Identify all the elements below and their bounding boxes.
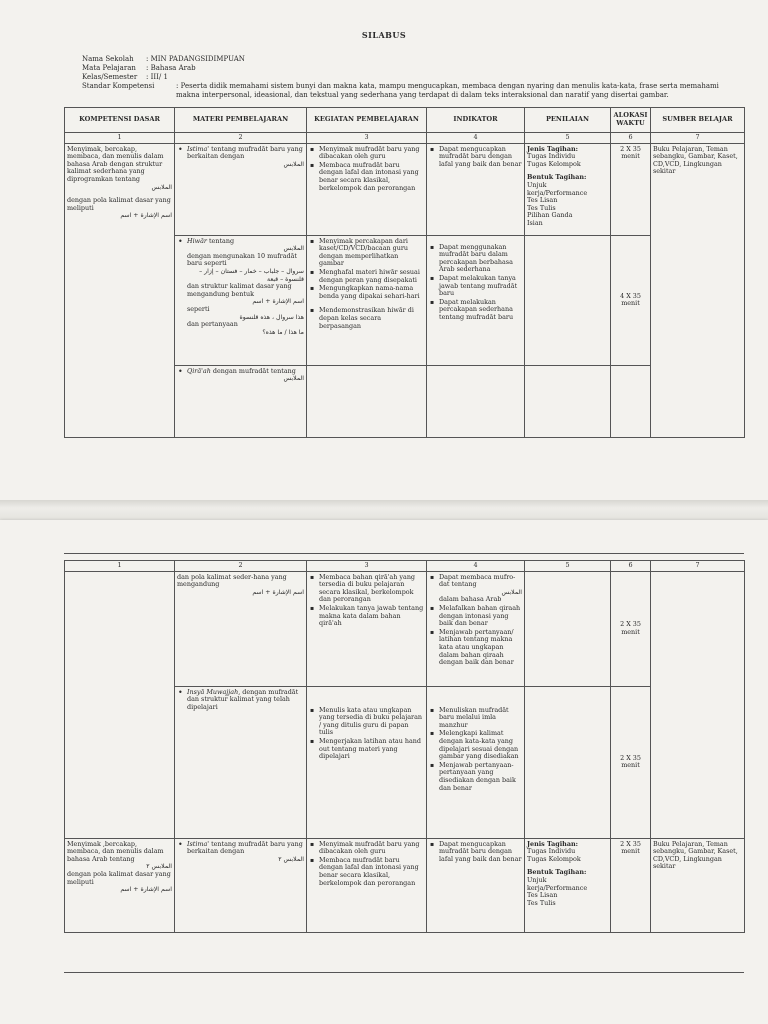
- penilaian-cell: [525, 235, 611, 365]
- waktu-cell: 2 X 35 menit: [611, 143, 651, 235]
- penilaian-cell: Jenis Tagihan: Tugas Individu Tugas Kelompok Bentuk Tagihan: Unjuk kerja/Performance Tes Lisan Tes Tulis Pilihan Ganda Isian: [525, 143, 611, 235]
- kegiatan-cell: [307, 365, 427, 437]
- kegiatan-cell: ▪ Membaca bahan qirā'ah yang tersedia di buku pelajaran secara klasikal, berkelompok dan perorangan ▪ Melakukan tanya jawab tentang makna kata dalam bahan qirā'ah: [307, 571, 427, 686]
- field-kelas-semester: Kelas/Semester : III/ 1: [82, 73, 168, 81]
- syllabus-table: [64, 107, 745, 438]
- materi-cell: • Istima' tentang mufradāt baru yang berkaitan dengan الملابس: [175, 143, 307, 235]
- waktu-cell: 2 X 35 menit: [611, 686, 651, 838]
- waktu-cell: 2 X 35 menit: [611, 571, 651, 686]
- waktu-cell: [611, 365, 651, 437]
- col-alokasi-waktu: ALOKASI WAKTU: [611, 108, 651, 133]
- table-row: [65, 838, 745, 932]
- kegiatan-cell: ▪ Menyimak mufradāt baru yang dibacakan oleh guru ▪ Membaca mufradāt baru dengan lafal dan intonasi yang benar secara klasikal, berkelompok dan perorangan: [307, 143, 427, 235]
- col-indikator: INDIKATOR: [427, 108, 525, 133]
- indikator-cell: ▪ Dapat menggunakan mufradāt baru dalam percakapan berbahasa Arab sederhana ▪ Dapat melakukan tanya jawab tentang mufradāt baru ▪ Dapat melakukan percakapan sederhana tentang mufradāt baru: [427, 235, 525, 365]
- kd-cell: [65, 571, 175, 838]
- materi-cell: • Istima' tentang mufradāt baru yang berkaitan dengan الملابس ٢: [175, 838, 307, 932]
- kd-cell: Menyimak ,bercakap, membaca, dan menulis dalam bahasa Arab tentang الملابس ٢ dengan pola kalimat dasar yang meliputi اسم الإشارة + اسم: [65, 838, 175, 932]
- col-penilaian: PENILAIAN: [525, 108, 611, 133]
- field-mata-pelajaran: Mata Pelajaran : Bahasa Arab: [82, 64, 196, 72]
- syllabus-table-continued: [64, 560, 745, 933]
- penilaian-cell: [525, 686, 611, 838]
- table-header-row: [65, 108, 745, 133]
- materi-cell: dan pola kalimat seder-hana yang mengandung اسم الإشارة + اسم: [175, 571, 307, 686]
- syllabus-page-1: [0, 0, 768, 500]
- divider: [64, 553, 744, 554]
- kd-cell: Menyimak, bercakap, membaca, dan menulis dalam bahasa Arab dengan struktur kalimat sederhana yang diprogramkan tentang الملابس dengan pola kalimat dasar yang meliputi اسم الإشارة + اسم: [65, 143, 175, 437]
- page-gap: [0, 500, 768, 520]
- materi-cell: • Insyā Muwajjah, dengan mufradāt dan struktur kalimat yang telah dipelajari: [175, 686, 307, 838]
- col-kompetensi-dasar: KOMPETENSI DASAR: [65, 108, 175, 133]
- indikator-cell: ▪ Dapat mengucapkan mufradāt baru dengan lafal yang baik dan benar: [427, 838, 525, 932]
- sumber-cell: Buku Pelajaran, Teman sebangku, Gambar, Kaset, CD,VCD, Lingkungan sekitar: [651, 838, 745, 932]
- materi-cell: • Hiwār tentang الملابس dengan mengunakan 10 mufradāt baru seperti سروال – جلباب – خمار – فستان – إزار – قلنسوة – قبعة dan struktur kalimat dasar yang mengandung bentuk اسم الإشارة + اسم seperti هذا سروال ، هذه قلنسوة dan pertanyaan ما هذا / ما هذه؟: [175, 235, 307, 365]
- header-fields: [82, 55, 741, 100]
- indikator-cell: [427, 365, 525, 437]
- indikator-cell: ▪ Menuliskan mufradāt baru melalui imla manzhur ▪ Melengkapi kalimat dengan kata-kata yang dipelajari sesuai dengan gambar yang disediakan ▪ Menjawab pertanyaan-pertanyaan yang disediakan dengan baik dan benar: [427, 686, 525, 838]
- bottom-divider: [64, 972, 744, 973]
- materi-cell: • Qirā'ah dengan mufradāt tentang الملابس: [175, 365, 307, 437]
- table-row: [65, 571, 745, 686]
- col-materi: MATERI PEMBELAJARAN: [175, 108, 307, 133]
- waktu-cell: 4 X 35 menit: [611, 235, 651, 365]
- column-number-row: 1 2 3 4 5 6 7: [65, 561, 745, 572]
- field-standar-kompetensi: Standar Kompetensi : Peserta didik memahami sistem bunyi dan makna kata, mampu mengucapkan, membaca dengan nyaring dan menulis kata-kata, frase serta memahami makna interpersonal, ideasional, dan tekstual yang sederhana yang terdapat di dalam teks interaksional dan naratif yang disertai gambar.: [82, 82, 719, 99]
- penilaian-cell: [525, 571, 611, 686]
- page-title: SILABUS: [361, 30, 407, 40]
- kegiatan-cell: ▪ Menyimak mufradāt baru yang dibacakan oleh guru ▪ Membaca mufradāt baru dengan lafal dan intonasi yang benar secara klasikal, berkelompok dan perorangan: [307, 838, 427, 932]
- sumber-cell: [651, 571, 745, 838]
- column-number-row: 1 2 3 4 5 6 7: [65, 133, 745, 144]
- penilaian-cell: Jenis Tagihan: Tugas Individu Tugas Kelompok Bentuk Tagihan: Unjuk kerja/Performance Tes Lisan Tes Tulis: [525, 838, 611, 932]
- indikator-cell: ▪ Dapat mengucapkan mufradāt baru dengan lafal yang baik dan benar: [427, 143, 525, 235]
- field-nama-sekolah: Nama Sekolah : MIN PADANGSIDIMPUAN: [82, 55, 245, 63]
- sumber-cell: Buku Pelajaran, Teman sebangku, Gambar, Kaset, CD,VCD, Lingkungan sekitar: [651, 143, 745, 437]
- table-row: [65, 143, 745, 235]
- kegiatan-cell: ▪ Menyimak percakapan dari kaset/CD/VCD/bacaan guru dengan memperlihatkan gambar ▪ Menghafal materi hiwār sesuai dengan peran yang disepakati ▪ Mengungkapkan nama-nama benda yang dipakai sehari-hari ▪ Mendemonstrasikan hiwār di depan kelas secara berpasangan: [307, 235, 427, 365]
- kegiatan-cell: ▪ Menulis kata atau ungkapan yang tersedia di buku pelajaran / yang ditulis guru di papan tulis ▪ Mengerjakan latihan atau hand out tentang materi yang dipelajari: [307, 686, 427, 838]
- col-kegiatan: KEGIATAN PEMBELAJARAN: [307, 108, 427, 133]
- indikator-cell: ▪ Dapat membaca mufro-dat tentang الملابس dalam bahasa Arab ▪ Melafalkan bahan qiraah dengan intonasi yang baik dan benar ▪ Menjawab pertanyaan/ latihan tentang makna kata atau ungkapan dalam bahan qiraah dengan baik dan benar: [427, 571, 525, 686]
- col-sumber-belajar: SUMBER BELAJAR: [651, 108, 745, 133]
- penilaian-cell: [525, 365, 611, 437]
- waktu-cell: 2 X 35 menit: [611, 838, 651, 932]
